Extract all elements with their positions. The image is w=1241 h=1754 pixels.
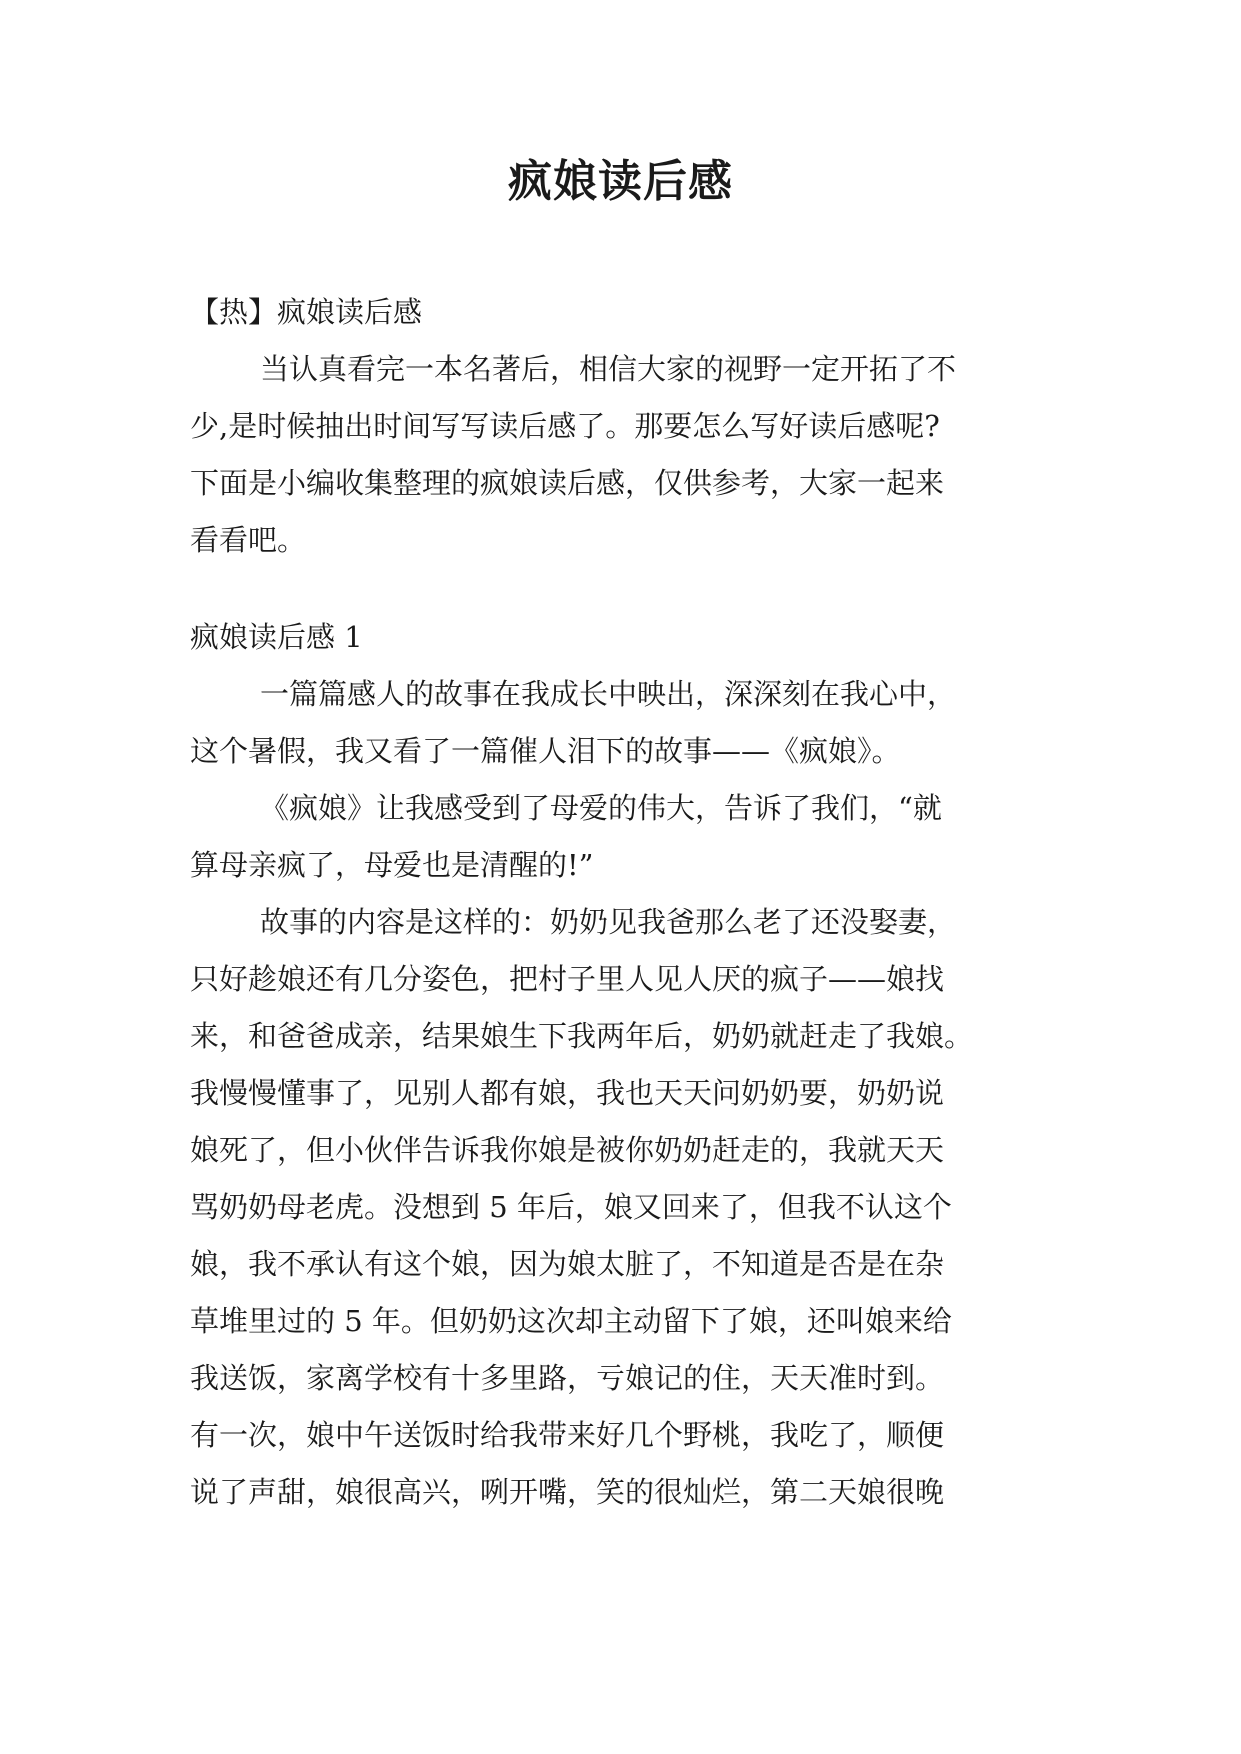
paragraph-line: 说了声甜，娘很高兴，咧开嘴，笑的很灿烂，第二天娘很晚 [190, 1475, 945, 1509]
paragraph-line: 有一次，娘中午送饭时给我带来好几个野桃，我吃了，顺便 [190, 1418, 945, 1452]
paragraph-line: 《疯娘》让我感受到了母爱的伟大，告诉了我们，“就 [260, 791, 942, 825]
paragraph-line: 我送饭，家离学校有十多里路，亏娘记的住，天天准时到。 [190, 1361, 945, 1395]
paragraph-line: 娘，我不承认有这个娘，因为娘太脏了，不知道是否是在杂 [190, 1247, 945, 1281]
paragraph-line: 这个暑假，我又看了一篇催人泪下的故事——《疯娘》。 [190, 734, 901, 768]
paragraph-line: 一篇篇感人的故事在我成长中映出，深深刻在我心中， [260, 677, 957, 711]
paragraph-line: 娘死了，但小伙伴告诉我你娘是被你奶奶赶走的，我就天天 [190, 1133, 945, 1167]
intro-line: 少,是时候抽出时间写写读后感了。那要怎么写好读后感呢? [190, 409, 940, 443]
section-heading: 疯娘读后感 1 [190, 620, 363, 654]
paragraph-line: 骂奶奶母老虎。没想到 5 年后，娘又回来了，但我不认这个 [190, 1190, 952, 1224]
document-subtitle: 【热】疯娘读后感 [190, 295, 423, 329]
paragraph-line: 我慢慢懂事了，见别人都有娘，我也天天问奶奶要，奶奶说 [190, 1076, 945, 1110]
intro-line: 看看吧。 [190, 523, 307, 557]
paragraph-line: 只好趁娘还有几分姿色，把村子里人见人厌的疯子——娘找 [190, 962, 945, 996]
section-spacer [190, 569, 1060, 609]
paragraph-line: 故事的内容是这样的：奶奶见我爸那么老了还没娶妻， [260, 905, 957, 939]
paragraph-line: 算母亲疯了，母爱也是清醒的!” [190, 848, 594, 882]
document-body [190, 284, 1060, 1521]
document-title: 疯娘读后感 [508, 156, 733, 207]
intro-line: 下面是小编收集整理的疯娘读后感，仅供参考，大家一起来 [190, 466, 945, 500]
paragraph-line: 草堆里过的 5 年。但奶奶这次却主动留下了娘，还叫娘来给 [190, 1304, 952, 1338]
paragraph-line: 来，和爸爸成亲，结果娘生下我两年后，奶奶就赶走了我娘。 [190, 1019, 974, 1053]
intro-line: 当认真看完一本名著后，相信大家的视野一定开拓了不 [260, 352, 957, 386]
